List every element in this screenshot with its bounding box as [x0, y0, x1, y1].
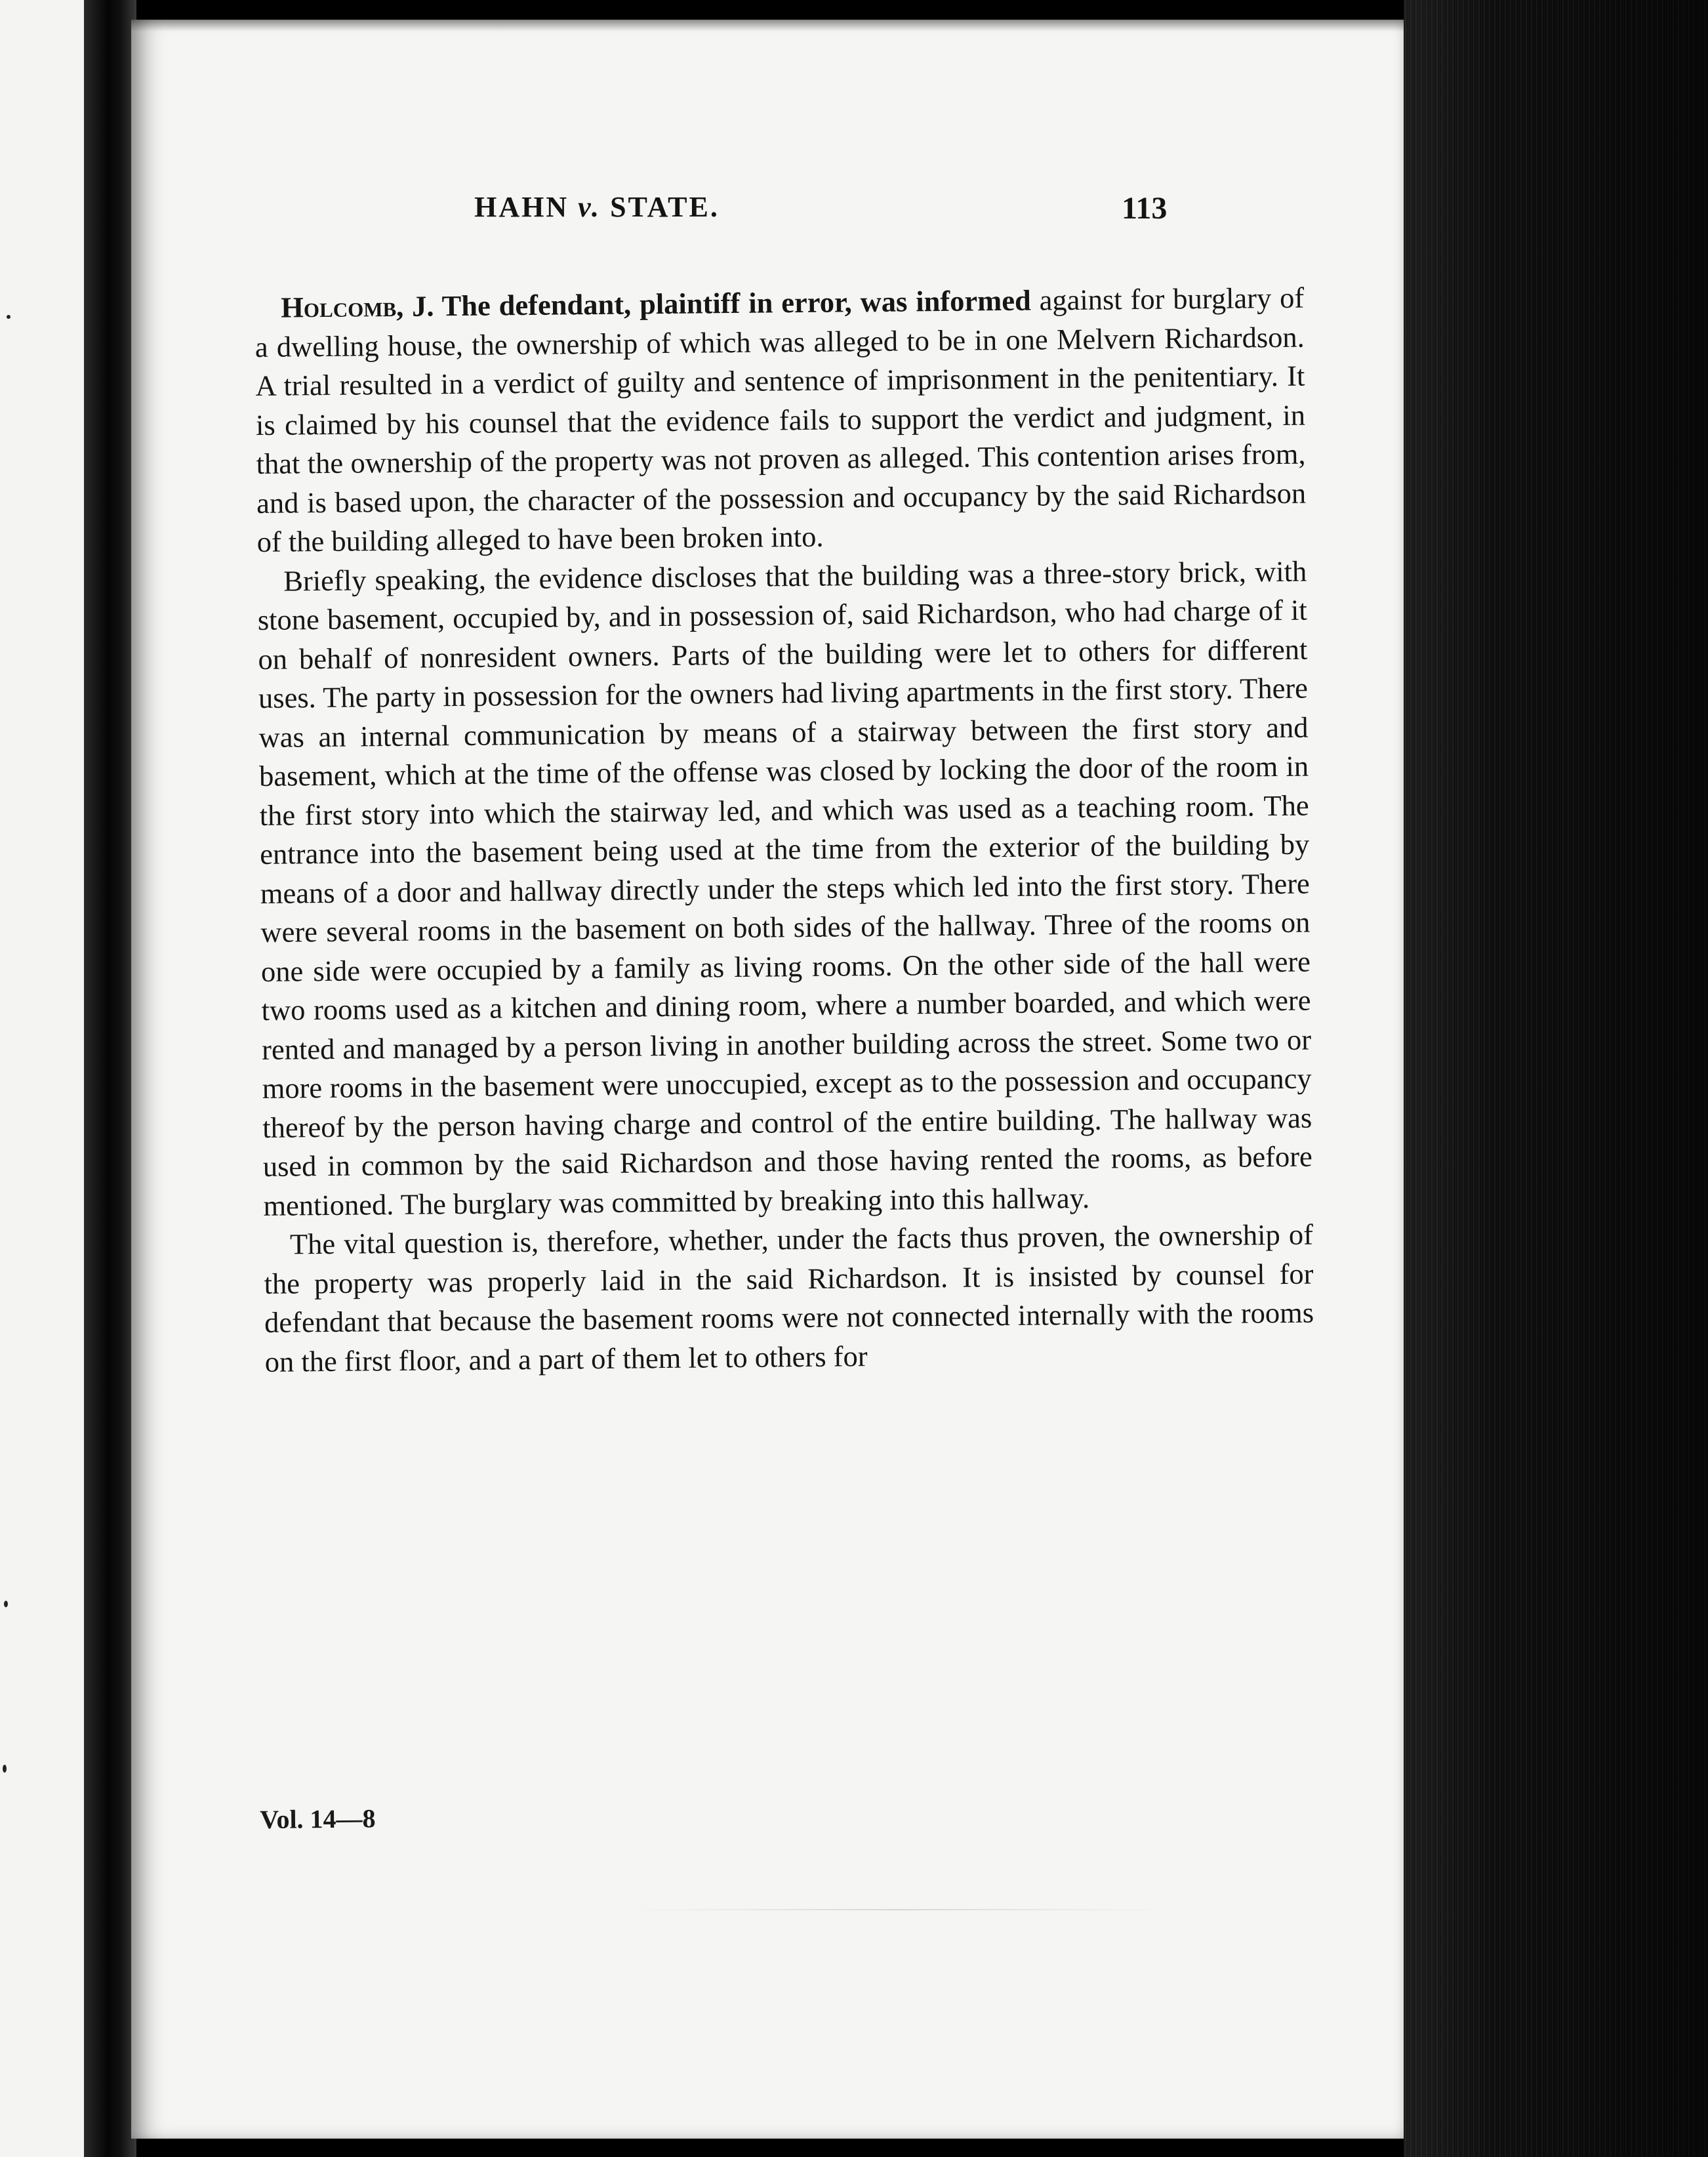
- signature-mark: Vol. 14—8: [260, 1803, 376, 1834]
- case-title-part1: HAHN: [474, 191, 579, 223]
- page-stack-edges: [1404, 0, 1708, 2157]
- judge-name: Holcomb, J.: [281, 289, 434, 324]
- speck-mark: [3, 1765, 7, 1773]
- top-edge-shadow: [131, 20, 1407, 31]
- paragraph-2: Briefly speaking, the evidence discloses that the building was a three-story brick, with stone basement, occupied by, and in possession of, said Richardson, who had charge of it on behalf of nonresident owners. Parts of the building were let to others for different uses. The party in possession for the owners had living apartments in the first story. There was an internal communication by means of a stairway between the first story and basement, which at the time of the offense was closed by locking the door of the room in the first story into which the stairway led, and which was used as a teaching room. The entrance into the basement being used at the time from the exterior of the building by means of a door and hallway directly under the steps which led into the first story. There were several rooms in the basement on both sides of the hallway. Three of the rooms on one side were occupied by a family as living rooms. On the other side of the hall were two rooms used as a kitchen and dining room, where a number boarded, and which were rented and managed by a person living in another building across the street. Some two or more rooms in the basement were unoccupied, except as to the possession and occupancy thereof by the person having charge and control of the entire building. The hallway was used in common by the said Richardson and those having rented the rooms, as before mentioned. The burglary was committed by breaking into this hallway.: [257, 554, 1313, 1222]
- faint-bottom-rule: [630, 1909, 1168, 1910]
- speck-mark: [7, 315, 10, 319]
- case-title-v: v.: [578, 191, 601, 223]
- running-head: [131, 190, 1407, 236]
- page-number: 113: [1122, 191, 1168, 226]
- speck-mark: [4, 1601, 8, 1607]
- paragraph-1: [254, 279, 1307, 562]
- paragraph-1-bold-lead: The defendant, plaintiff in error, was informed: [434, 283, 1031, 323]
- case-title: [131, 190, 1063, 224]
- book-page: [131, 20, 1407, 2139]
- paragraph-1-text: against for burglary of a dwelling house, the ownership of which was alleged to be in one Melvern Richardson. A trial resulted in a verdict of guilty and sentence of imprisonment in the penitentiary. It is claimed by his counsel that the evidence fails to support the verdict and judgment, in that the ownership of the property was not proven as alleged. This contention arises from, and is based upon, the character of the possession and occupancy by the said Richardson of the building alleged to have been broken into.: [254, 281, 1307, 558]
- page-gutter-shadow: [84, 0, 136, 2157]
- opinion-text: [254, 279, 1314, 1382]
- left-page-edge: [0, 0, 92, 2157]
- paragraph-3: The vital question is, therefore, whether, under the facts thus proven, the ownership of the property was properly laid in the said Richardson. It is insisted by counsel for defendant that because the basement rooms were not connected internally with the rooms on the first floor, and a part of them let to others for: [264, 1218, 1314, 1378]
- case-title-part2: STATE.: [601, 191, 720, 223]
